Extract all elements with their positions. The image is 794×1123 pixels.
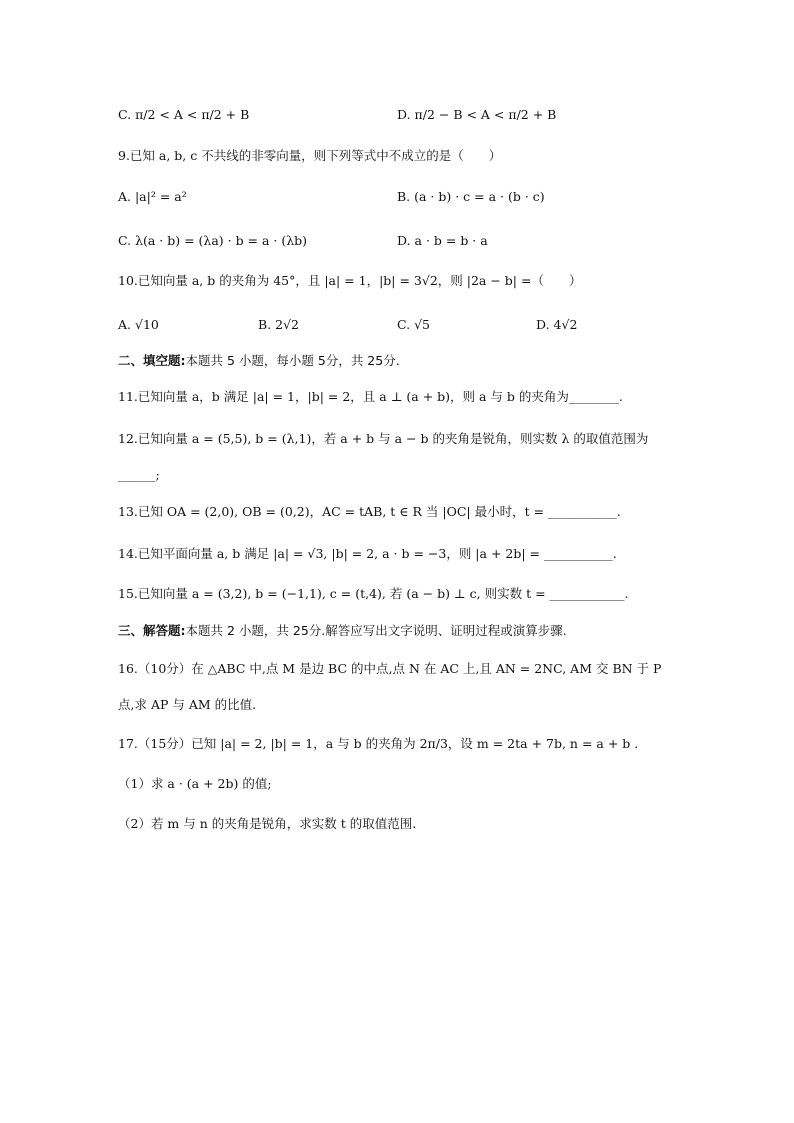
q8-option-d: D. π/2 − B < A < π/2 + B <box>397 107 557 122</box>
q17-part2: （2）若 m 与 n 的夹角是锐角，求实数 t 的取值范围. <box>118 816 417 831</box>
q11: 11.已知向量 a，b 满足 |a| = 1，|b| = 2，且 a ⊥ (a + b)，则 a 与 b 的夹角为________. <box>118 389 623 404</box>
q15: 15.已知向量 a = (3,2), b = (−1,1), c = (t,4), 若 (a − b) ⊥ c, 则实数 t = ____________. <box>118 586 629 601</box>
section-description: 本题共 2 小题，共 25分.解答应写出文字说明、证明过程或演算步骤. <box>185 623 567 638</box>
q10-stem: 10.已知向量 a, b 的夹角为 45°，且 |a| = 1，|b| = 3√2，则 |2a − b| =（ ） <box>118 273 582 288</box>
section-description: 本题共 5 小题，每小题 5分，共 25分. <box>185 353 400 368</box>
q17-part1: （1）求 a · (a + 2b) 的值; <box>118 776 272 791</box>
q10-option-d: D. 4√2 <box>536 317 578 332</box>
q14: 14.已知平面向量 a, b 满足 |a| = √3, |b| = 2, a · b = −3，则 |a + 2b| = ___________. <box>118 546 617 561</box>
section-heading: 二、填空题: <box>118 353 186 368</box>
q9-stem: 9.已知 a, b, c 不共线的非零向量，则下列等式中不成立的是（ ） <box>118 148 502 163</box>
section-fill-blank <box>118 352 400 370</box>
section-answer <box>118 622 567 640</box>
section-heading: 三、解答题: <box>118 623 186 638</box>
q13: 13.已知 OA = (2,0), OB = (0,2)，AC = tAB, t ∈ R 当 |OC| 最小时，t = ___________. <box>118 504 621 519</box>
q12-line1: 12.已知向量 a = (5,5), b = (λ,1)，若 a + b 与 a − b 的夹角是锐角，则实数 λ 的取值范围为 <box>118 431 649 446</box>
q12-line2: ______; <box>118 467 160 482</box>
q16-line2: 点,求 AP 与 AM 的比值. <box>118 697 257 712</box>
q9-option-c: C. λ(a · b) = (λa) · b = a · (λb) <box>118 233 308 248</box>
q9-option-b: B. (a · b) · c = a · (b · c) <box>397 189 545 204</box>
q8-option-c: C. π/2 < A < π/2 + B <box>118 107 250 122</box>
q10-option-b: B. 2√2 <box>258 317 300 332</box>
q16-line1: 16.（10分）在 △ABC 中,点 M 是边 BC 的中点,点 N 在 AC 上,且 AN = 2NC, AM 交 BN 于 P <box>118 661 662 676</box>
q9-option-d: D. a · b = b · a <box>397 233 488 248</box>
q17-stem: 17.（15分）已知 |a| = 2, |b| = 1，a 与 b 的夹角为 2π/3，设 m = 2ta + 7b, n = a + b . <box>118 736 639 751</box>
q10-option-c: C. √5 <box>397 317 430 332</box>
q10-option-a: A. √10 <box>118 317 159 332</box>
q9-option-a: A. |a|² = a² <box>118 189 187 204</box>
